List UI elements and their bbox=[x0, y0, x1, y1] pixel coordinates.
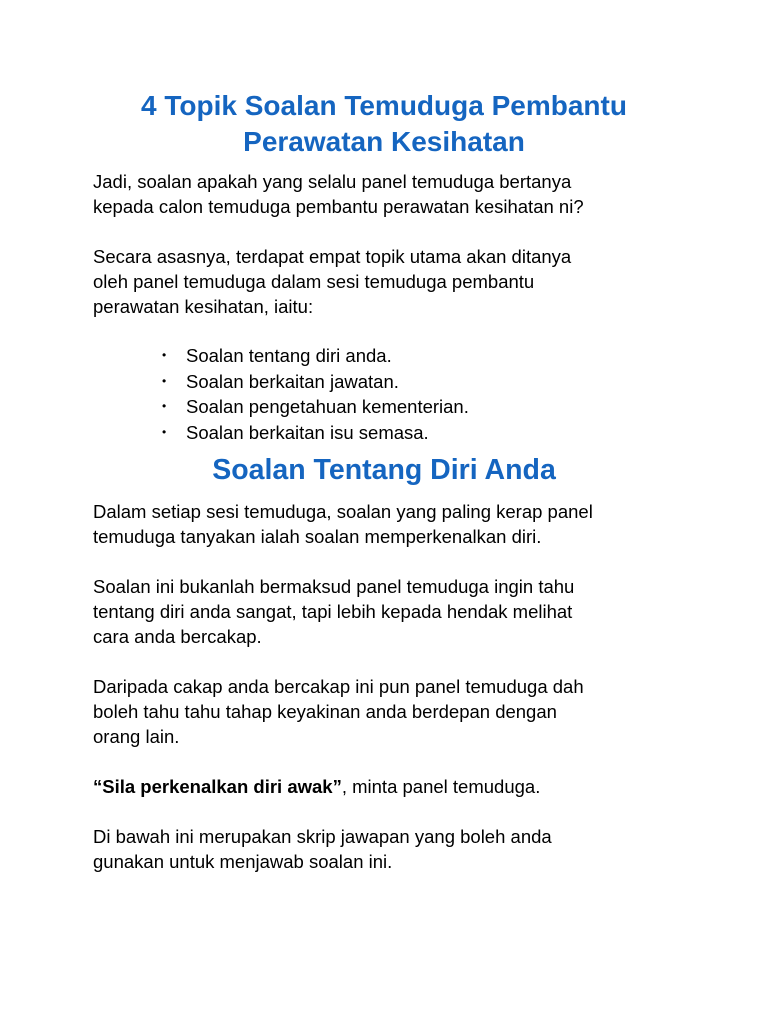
quote-text: “Sila perkenalkan diri awak” bbox=[93, 776, 342, 797]
section-paragraph-1 bbox=[93, 499, 693, 549]
intro-paragraph-1 bbox=[93, 169, 693, 219]
quote-trailing-text: , minta panel temuduga. bbox=[341, 776, 541, 797]
bullet-icon: • bbox=[162, 348, 167, 362]
section-p3-line-2: boleh tahu tahu tahap keyakinan anda berdepan dengan bbox=[93, 701, 557, 722]
section-p2-line-1: Soalan ini bukanlah bermaksud panel temuduga ingin tahu bbox=[93, 576, 575, 597]
section-p5-line-1: Di bawah ini merupakan skrip jawapan yang boleh anda bbox=[93, 826, 552, 847]
section-paragraph-5 bbox=[93, 824, 693, 874]
list-item bbox=[162, 343, 469, 369]
intro-p1-line-2: kepada calon temuduga pembantu perawatan kesihatan ni? bbox=[93, 196, 584, 217]
section-p3-line-3: orang lain. bbox=[93, 726, 180, 747]
section-p2-line-2: tentang diri anda sangat, tapi lebih kepada hendak melihat bbox=[93, 601, 573, 622]
section-p3-line-1: Daripada cakap anda bercakap ini pun panel temuduga dah bbox=[93, 676, 584, 697]
intro-p1-line-1: Jadi, soalan apakah yang selalu panel temuduga bertanya bbox=[93, 171, 572, 192]
section-p1-line-2: temuduga tanyakan ialah soalan memperkenalkan diri. bbox=[93, 526, 542, 547]
list-item-text: Soalan berkaitan isu semasa. bbox=[186, 421, 429, 443]
list-item bbox=[162, 394, 469, 420]
bullet-icon: • bbox=[162, 399, 167, 413]
section-paragraph-3 bbox=[93, 674, 693, 749]
list-item-text: Soalan tentang diri anda. bbox=[186, 345, 392, 366]
title-line-2: Perawatan Kesihatan bbox=[243, 126, 525, 157]
list-item-text: Soalan pengetahuan kementerian. bbox=[186, 396, 469, 417]
bullet-icon: • bbox=[162, 373, 167, 388]
quote-paragraph bbox=[93, 774, 693, 799]
section-p1-line-1: Dalam setiap sesi temuduga, soalan yang paling kerap panel bbox=[93, 501, 593, 522]
intro-p2-line-3: perawatan kesihatan, iaitu: bbox=[93, 296, 314, 317]
topic-list bbox=[162, 343, 469, 445]
page-title bbox=[60, 88, 708, 160]
intro-p2-line-1: Secara asasnya, terdapat empat topik utama akan ditanya bbox=[93, 246, 572, 267]
intro-paragraph-2 bbox=[93, 244, 693, 319]
section-p2-line-3: cara anda bercakap. bbox=[93, 626, 262, 647]
bullet-icon: • bbox=[162, 424, 167, 439]
section-heading: Soalan Tentang Diri Anda bbox=[212, 454, 556, 486]
list-item bbox=[162, 420, 469, 446]
list-item-text: Soalan berkaitan jawatan. bbox=[186, 370, 399, 392]
list-item bbox=[162, 369, 469, 395]
section-p5-line-2: gunakan untuk menjawab soalan ini. bbox=[93, 851, 393, 872]
section-paragraph-2 bbox=[93, 574, 693, 649]
intro-p2-line-2: oleh panel temuduga dalam sesi temuduga pembantu bbox=[93, 271, 535, 292]
title-line-1: 4 Topik Soalan Temuduga Pembantu bbox=[141, 90, 627, 121]
